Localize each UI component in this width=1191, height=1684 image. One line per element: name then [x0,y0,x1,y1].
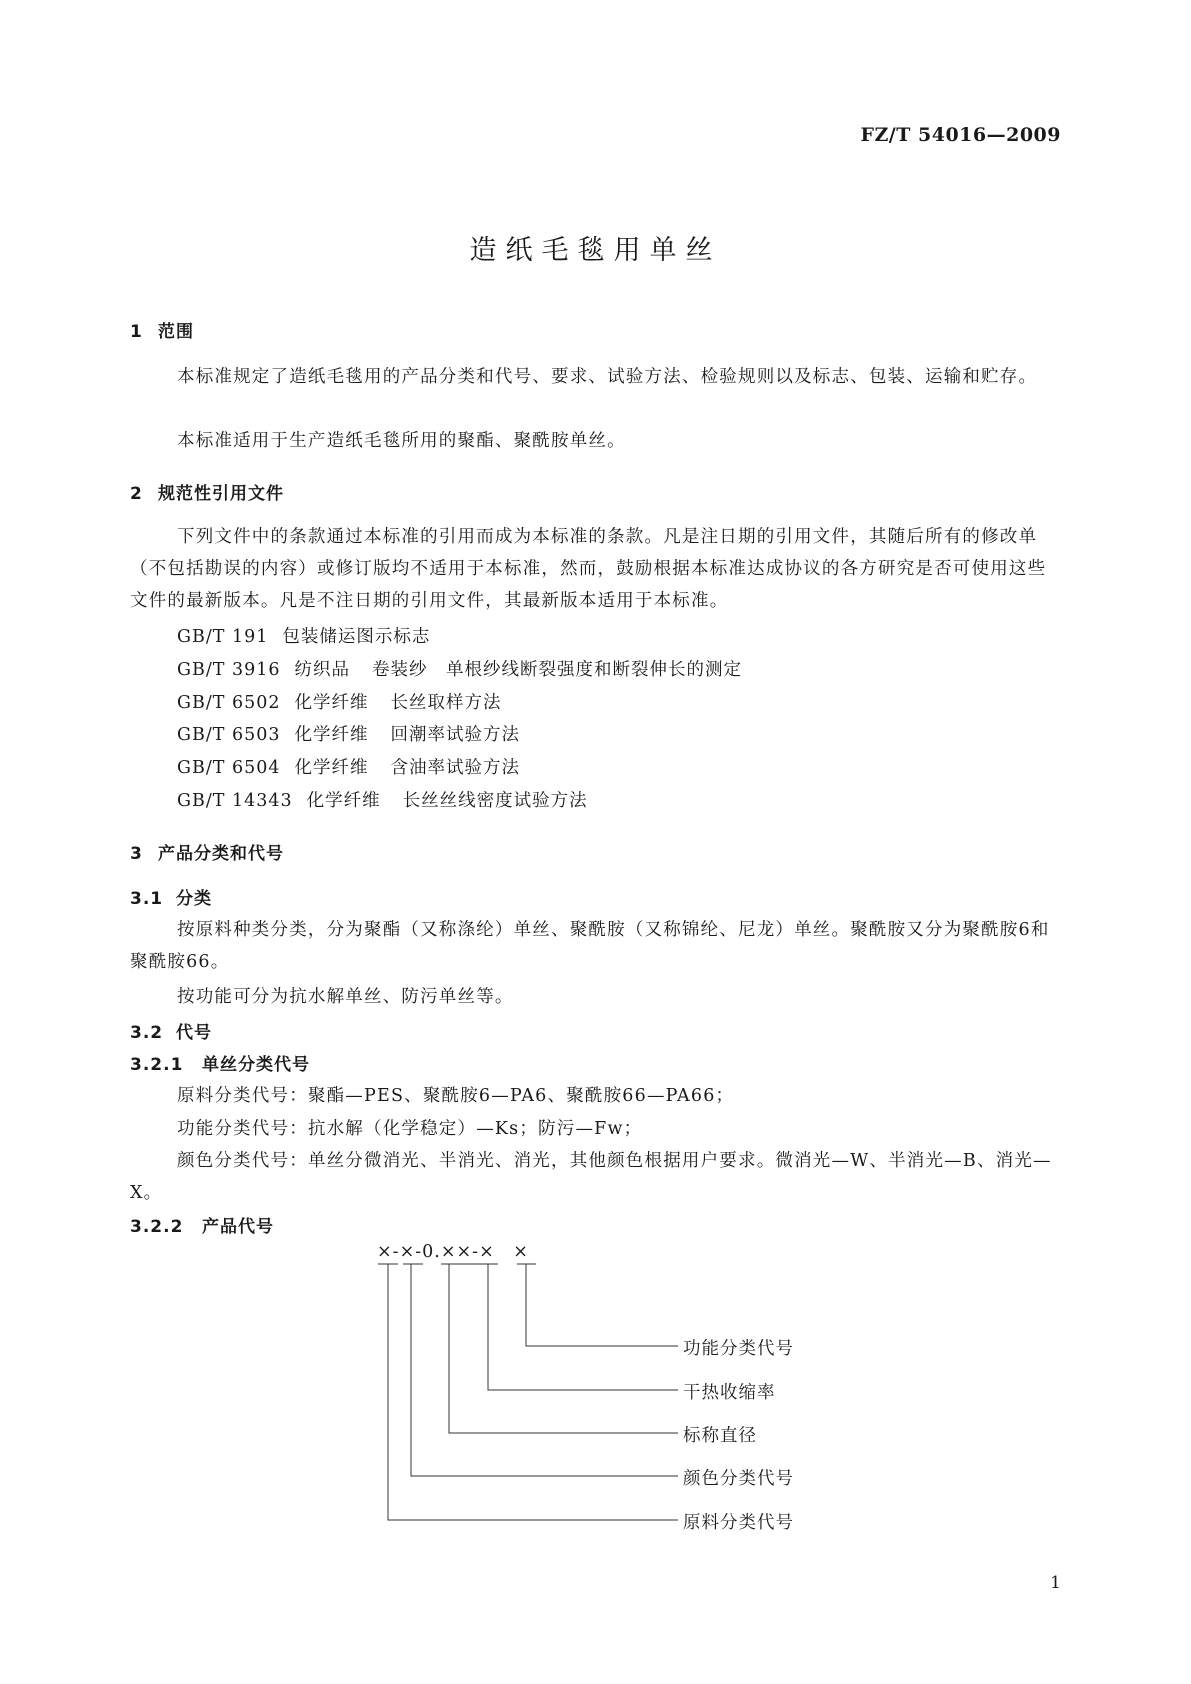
section-title: 单丝分类代号 [202,1055,310,1075]
label-function-code: 功能分类代号 [683,1339,794,1359]
reference-code: GB/T 14343 [177,791,293,811]
reference-subtitle: 长丝取样方法 [390,693,502,713]
section-title: 产品分类和代号 [158,844,284,864]
standard-number: FZ/T 54016—2009 [860,124,1061,146]
reference-code: GB/T 6504 [177,758,281,778]
connector-function [526,1264,678,1346]
section-number: 3.2.1 [130,1055,184,1075]
section-number: 3 [130,844,143,864]
section-title: 代号 [176,1023,212,1043]
document-title: 造纸毛毯用单丝 [469,235,722,266]
reference-title: 纺织品 [294,660,351,680]
page-number: 1 [1050,1573,1061,1593]
section-number: 1 [130,322,143,342]
section-3-2-1-paragraph-1: 原料分类代号：聚酯—PES、聚酰胺6—PA6、聚酰胺66—PA66； [177,1086,735,1106]
section-title: 分类 [176,889,212,909]
reference-title: 化学纤维 [294,725,369,745]
section-number: 3.2.2 [130,1217,184,1237]
section-1-paragraph-1: 本标准规定了造纸毛毯用的产品分类和代号、要求、试验方法、检验规则以及标志、包装、运输和贮存。 [177,367,1038,387]
reference-subtitle: 卷装纱 单根纱线断裂强度和断裂伸长的测定 [372,660,743,680]
section-number: 3.2 [130,1023,164,1043]
label-color-code: 颜色分类代号 [683,1469,794,1489]
section-3-2-1-paragraph-3: 颜色分类代号：单丝分微消光、半消光、消光，其他颜色根据用户要求。微消光—W、半消光—B、消光—X。 [130,1151,1052,1203]
reference-code: GB/T 6503 [177,725,281,745]
label-dry-heat-shrinkage: 干热收缩率 [683,1383,776,1403]
connector-shrinkage [488,1264,678,1390]
section-3-1-paragraph-1: 按原料种类分类，分为聚酯（又称涤纶）单丝、聚酰胺（又称锦纶、尼龙）单丝。聚酰胺又分为聚酰胺6和聚酰胺66。 [130,920,1050,972]
connector-material [388,1264,678,1520]
reference-code: GB/T 3916 [177,660,281,680]
reference-title: 化学纤维 [294,693,369,713]
section-1-paragraph-2: 本标准适用于生产造纸毛毯所用的聚酯、聚酰胺单丝。 [177,431,626,451]
reference-subtitle: 回潮率试验方法 [390,725,521,745]
connector-color [411,1264,678,1476]
section-3-2-1-paragraph-2: 功能分类代号：抗水解（化学稳定）—Ks；防污—Fw； [177,1119,643,1139]
section-title: 产品代号 [202,1217,274,1237]
reference-code: GB/T 191 [177,627,269,647]
reference-subtitle: 长丝丝线密度试验方法 [402,791,588,811]
section-3-1-paragraph-2: 按功能可分为抗水解单丝、防污单丝等。 [177,987,514,1007]
label-nominal-diameter: 标称直径 [683,1426,757,1446]
section-title: 规范性引用文件 [158,484,284,504]
section-2-paragraph-1: 下列文件中的条款通过本标准的引用而成为本标准的条款。凡是注日期的引用文件，其随后所有的修改单（不包括勘误的内容）或修订版均不适用于本标准，然而，鼓励根据本标准达成协议的各方研究是否可使用这些文件的最新版本。凡是不注日期的引用文件，其最新版本适用于本标准。 [130,527,1047,611]
label-material-code: 原料分类代号 [683,1513,794,1533]
reference-subtitle: 含油率试验方法 [390,758,521,778]
reference-title: 包装储运图示标志 [282,627,431,647]
product-code-pattern: ×-×-0.××-× × [377,1242,529,1262]
reference-title: 化学纤维 [294,758,369,778]
reference-code: GB/T 6502 [177,693,281,713]
section-title: 范围 [158,322,194,342]
connector-diameter [449,1264,678,1433]
section-number: 3.1 [130,889,164,909]
section-number: 2 [130,484,143,504]
reference-title: 化学纤维 [306,791,381,811]
